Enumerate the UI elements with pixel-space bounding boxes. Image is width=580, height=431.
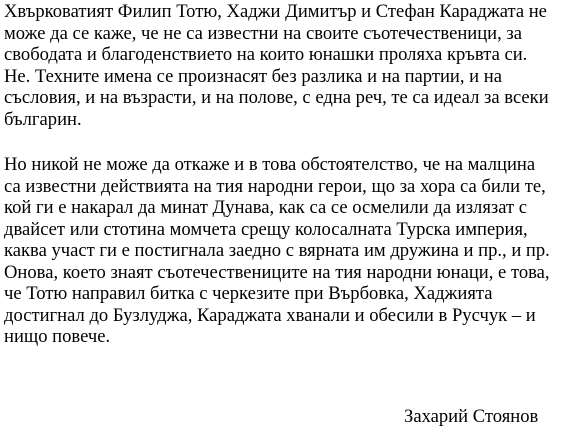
text-line: че Тотю направил битка с черкезите при Върбовка, Хаджията <box>4 283 493 304</box>
text-line: съсловия, и на възрасти, и на полове, с една реч, те са идеал за всеки <box>4 87 549 108</box>
paragraph-2 <box>4 154 580 348</box>
text-line: Онова, което знаят съотечествениците на тия народни юнаци, е това, <box>4 261 550 283</box>
paragraph-1 <box>4 1 580 130</box>
text-line: кой ги е накарал да минат Дунава, как са се осмелили да излязат с <box>4 197 528 218</box>
text-line: нищо повече. <box>4 326 111 347</box>
text-line: може да се каже, че не са известни на своите съотечественици, за <box>4 22 523 44</box>
author-signature: Захарий Стоянов <box>404 406 539 427</box>
text-line: българин. <box>4 108 82 130</box>
text-line: Не. Техните имена се произнасят без разлика и на партии, и на <box>4 65 502 87</box>
text-line: са известни действията на тия народни герои, що за хора са били те, <box>4 175 546 197</box>
text-line: каква участ ги е постигнала заедно с вярната им дружина и пр., и пр. <box>4 240 550 261</box>
text-line: достигнал до Бузлуджа, Караджата хванали и обесили в Русчук – и <box>4 304 536 326</box>
text-line: Хвърковатият Филип Тотю, Хаджи Димитър и Стефан Караджата не <box>4 1 547 22</box>
text-line: свободата и благоденствието на които юнашки проляха кръвта си. <box>4 44 528 65</box>
text-line: двайсет или стотина момчета срещу колосалната Турска империя, <box>4 218 528 240</box>
text-line: Но никой не може да откаже и в това обстоятелство, че на малцина <box>4 154 536 175</box>
